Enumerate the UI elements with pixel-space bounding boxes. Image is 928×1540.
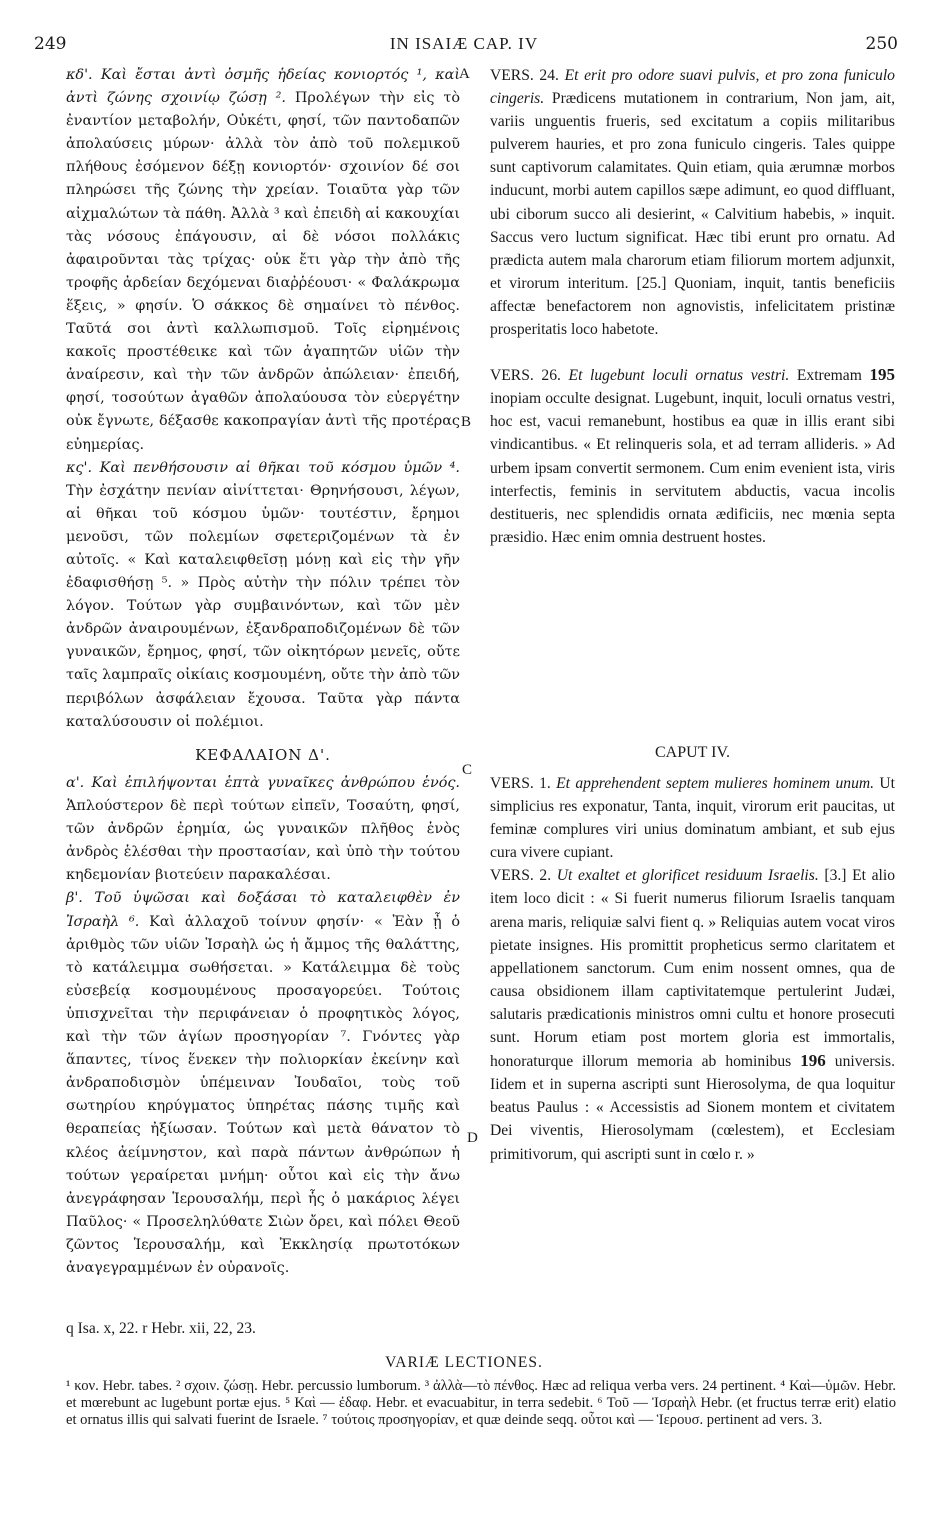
greek-lemma-2: β'. Τοῦ ὑψῶσαι καὶ δοξάσαι τὸ καταλειφθὲν ἐν Ἰσραὴλ ⁶. bbox=[66, 890, 460, 930]
latin-lemma-2: Ut exaltet et glorificet residuum Israelis. bbox=[556, 867, 819, 885]
latin-paragraph-24 bbox=[490, 64, 895, 341]
latin-paragraph-1 bbox=[490, 772, 895, 864]
page-number-right: 250 bbox=[865, 34, 898, 54]
greek-commentary-1: Ἁπλούστερον δὲ περὶ τούτων εἰπεῖν, Τοσαύτη, φησί, τῶν ἀνδρῶν ἐρημία, ὡς γυναικῶν πλῆθος ἑνὸς ἀνδρὸς ἑλέσθαι τὴν προστασίαν, καὶ ὑπὸ τὴν τούτου κηδεμονίαν βιοτεύειν παρακαλέσαι. bbox=[66, 798, 460, 884]
latin-commentary-1: Ut simplicius res exponatur, Tanta, inquit, virorum erit paucitas, ut feminæ complures viri unius dominatum ambiant, et sub ejus cura vivere cupiant. bbox=[490, 775, 895, 862]
variae-lectiones-title: VARIÆ LECTIONES. bbox=[385, 1354, 543, 1371]
variae-lectiones-text: ¹ κον. Hebr. tabes. ² σχοιν. ζώσῃ. Hebr. percussio lumborum. ³ ἀλλὰ—τὸ πένθος. Hæc ad reliqua verba vers. 24 pertinent. ⁴ Καὶ—ὑμῶν. Hebr. et mœrebunt ac lugebunt portæ ejus. ⁵ Καὶ — ἐδαφ. Hebr. et evacuabitur, in terra sedebit. ⁶ Τοῦ — Ἰσραὴλ Hebr. (et fructus terræ erit) elatio et ornatus illis qui salvati fuerint de Israele. ⁷ τούτοις προσηγορίαν, et quæ deinde seqq. οὗτοι καὶ — Ἱερουσ. pertinent ad vers. 3. bbox=[66, 1378, 896, 1429]
margin-letter-c: C bbox=[462, 762, 473, 778]
greek-paragraph-24 bbox=[66, 64, 460, 457]
latin-verse-label-1: VERS. 1. bbox=[490, 775, 551, 792]
page-header bbox=[0, 34, 928, 56]
latin-paragraph-26 bbox=[490, 363, 895, 549]
latin-lemma-24: Et erit pro odore suavi pulvis, et pro zona funiculo cingeris. bbox=[490, 67, 895, 108]
latin-verse-label-24: VERS. 24. bbox=[490, 67, 559, 84]
running-title: IN ISAIÆ CAP. IV bbox=[389, 34, 539, 53]
latin-section-title: CAPUT IV. bbox=[655, 744, 730, 761]
page-number-left: 249 bbox=[34, 34, 67, 54]
latin-column-bottom bbox=[490, 772, 895, 1166]
greek-paragraph-1 bbox=[66, 772, 460, 887]
greek-commentary-26: Τὴν ἐσχάτην πενίαν αἰνίττεται· Θρηνήσουσι, λέγων, αἱ θῆκαι τοῦ κόσμου ὑμῶν· τουτέστιν, ἔρημοι μενοῦσι, τῶν πολεμίων σφετεριζομένων τὰ ἐν αὐτοῖς. « Καὶ καταλειφθεῖσῃ μόνῃ καὶ εἰς τὴν γῆν ἐδαφισθήσῃ ⁵. » Πρὸς αὐτὴν τὴν πόλιν τρέπει τὸν λόγον. Τούτων γὰρ συμβαινόντων, καὶ τῶν μὲν ἀνδρῶν ἀναιρουμένων, ἐξανδραποδιζομένων δὲ τῶν γυναικῶν, ἔρημος, φησί, τῶν οἰκητόρων μενεῖς, οὔτε ταῖς λαμπραῖς οἰκίαις κοσμουμένη, οὔτε τὴν ἀπὸ τῶν περιβόλων ἀσφάλειαν ἔχουσα. Ταῦτα γὰρ πάντα καταλύσουσιν οἱ πολέμιοι. bbox=[66, 482, 460, 730]
scripture-footnotes: q Isa. x, 22. r Hebr. xii, 22, 23. bbox=[66, 1320, 256, 1337]
greek-commentary-2: Καὶ ἀλλαχοῦ τοίνυν φησίν· « Ἐὰν ᾖ ὁ ἀριθμὸς τῶν υἱῶν Ἰσραὴλ ὡς ἡ ἄμμος τῆς θαλάττης, τὸ κατάλειμμα σωθήσεται. » Κατάλειμμα δὲ τοὺς εὐσεβείᾳ κοσμουμένους προσαγορεύει. Τούτοις ὑπισχνεῖται τὴν περιφάνειαν ὁ προφητικὸς λόγος, καὶ τὴν τῶν ἁγίων προσηγορίαν ⁷. Γνόντες γὰρ ἅπαντες, τίνος ἕνεκεν τὴν πολιορκίαν ἐκείνην καὶ ἀνδραποδισμὸν ὑπέμειναν Ἰουδαῖοι, τοὺς τοῦ σωτηρίου κηρύγματος ὑπηρέτας πάσης τιμῆς καὶ θεραπείας ἠξίωσαν. Τούτων καὶ μετὰ θάνατον τὸ κλέος ἀείμνηστον, καὶ παρὰ πάντων ἀνθρώπων ἡ τούτων γεραίρεται μνήμη· οὗτοι καὶ εἰς τὴν ἄνω ἀνεγράφησαν Ἱερουσαλήμ, περὶ ἧς ὁ μακάριος λέγει Παῦλος· « Προσεληλύθατε Σιὼν ὄρει, καὶ πόλει Θεοῦ ζῶντος Ἱερουσαλήμ, καὶ Ἐκκλησίᾳ πρωτοτόκων ἀναγεγραμμένων ἐν οὐρανοῖς. bbox=[66, 913, 460, 1276]
latin-commentary-2a: [3.] Et alio item loco dicit : « Si fuerit numerus filiorum Israelis tanquam arena maris, reliquiæ salvi fient q. » Reliquias autem vocat viros pietate insignes. His promittit propheticus sermo claritatem et appellationem sanctorum. Cum enim nossent omnes, qua de causa obsidionem illam captivitatemque pertulerint Judæi, salutaris prædicationis ministros omni cultu et honore prosecuti sunt. Horum etiam post mortem gloria est immortalis, honoraturque illorum memoria ab hominibus bbox=[490, 867, 895, 1071]
latin-commentary-26a: Extremam bbox=[796, 367, 862, 385]
greek-column-top bbox=[66, 64, 460, 734]
latin-commentary-26b: inopiam occulte designat. Lugebunt, inquit, loculi ornatus vestri, hoc est, vacui remanebunt, hostibus ea quæ in illis erant sibi vindicantibus. « Et relinqueris sola, et ad terram allideris. » Ad urbem ipsam convertit sermonem. Cum enim evenient ista, viris interfectis, feminis in servitutem abductis, vacua incolis destitueris, nec splendidis ornata ædificiis, nec mœnia septa præsidio. Hæc enim omnia destruent hostes. bbox=[490, 390, 895, 546]
greek-column-bottom bbox=[66, 772, 460, 1280]
latin-lemma-26: Et lugebunt loculi ornatus vestri. bbox=[568, 367, 790, 385]
greek-paragraph-2 bbox=[66, 887, 460, 1280]
latin-paragraph-2 bbox=[490, 864, 895, 1165]
column-number-196: 196 bbox=[800, 1051, 826, 1071]
latin-column-top bbox=[490, 64, 895, 549]
greek-paragraph-26 bbox=[66, 457, 460, 734]
latin-verse-label-2: VERS. 2. bbox=[490, 867, 552, 885]
greek-commentary-24: Προλέγων τὴν εἰς τὸ ἐναντίον μεταβολήν, Οὐκέτι, φησί, τῶν παντοδαπῶν ἀπολαύσεις μύρων· ἀλλὰ τὸν ἀπὸ τοῦ πολεμικοῦ πλήθους ἐσόμενον δέξῃ κονιορτόν· σχοινίον δέ σοι πληρώσει τῆς ζώνης τὴν χρείαν. Τοιαῦτα γὰρ τῶν αἰχμαλώτων τὰ πάθη. Ἀλλὰ ³ καὶ ἐπειδὴ αἱ κακουχίαι τὰς νόσους ἐπάγουσιν, αἱ δὲ νόσοι πολλάκις ἀφαιροῦνται τὰς τρίχας· οὐκ ἔτι γὰρ τὴν ἀπὸ τῆς τροφῆς ἀρδείαν δεχόμεναι διαῤῥέουσι· « Φαλάκρωμα ἕξεις, » φησίν. Ὁ σάκκος δὲ σημαίνει τὸ πένθος. Ταῦτά σοι ἀντὶ καλλωπισμοῦ. Τοῖς εἰρημένοις κακοῖς προστέθεικε καὶ τῶν ἀγαπητῶν υἱῶν τὴν ἀναίρεσιν, καὶ τὴν τῶν ἀνδρῶν ἀπώλειαν· ἐπειδή, φησί, τοσούτων ἀγαθῶν ἀπολαύουσα τὸν εὐεργέτην οὐκ ἔγνωτε, δέξασθε κακοπραγίαν ἀντὶ τῆς προτέρας εὐημερίας. bbox=[66, 90, 460, 453]
greek-lemma-26: κς'. Καὶ πενθήσουσιν αἱ θῆκαι τοῦ κόσμου ὑμῶν ⁴. bbox=[66, 459, 460, 476]
latin-verse-label-26: VERS. 26. bbox=[490, 367, 561, 385]
margin-letter-d: D bbox=[467, 1130, 478, 1146]
column-number-195: 195 bbox=[869, 365, 895, 385]
latin-commentary-2b: universis. Iidem et in superna ascripti sunt Hierosolyma, de qua loquitur beatus Paulus : « Accessistis ad Sionem montem et civitatem Dei viventis, Hierosolymam (cœlestem), et Ecclesiam primitivorum, qui ascripti sunt in cœlo r. » bbox=[490, 1053, 895, 1163]
greek-lemma-24: κδ'. Καὶ ἔσται ἀντὶ ὀσμῆς ἡδείας κονιορτός ¹, καὶ ἀντὶ ζώνης σχοινίῳ ζώσῃ ². bbox=[66, 67, 460, 107]
margin-letter-a: A bbox=[459, 66, 470, 82]
greek-section-title: ΚΕΦΑΛΑΙΟΝ Δ'. bbox=[195, 746, 331, 764]
margin-letter-b: B bbox=[461, 414, 472, 430]
latin-commentary-24: Prædicens mutationem in contrarium, Non jam, ait, variis unguentis frueris, sed excitatum a copiis militaribus pulverem hauries, et pro zona funiculo cingeris. Tales quippe sunt captivorum calamitates. Quin etiam, quia ærumnæ morbos inducunt, morbi autem capillos sæpe adimunt, eo quod diffluant, ubi ciborum succo ali desierint, « Calvitium habebis, » inquit. Saccus vero luctum significat. Hæc tibi erunt pro ornatu. Ad prædicta autem mala charorum etiam filiorum mortem adjunxit, et virorum interitum. [25.] Quoniam, inquit, tantis beneficiis affectæ benefactorem non agnovistis, infelicitatem pristinæ prosperitatis loco habetote. bbox=[490, 90, 895, 339]
greek-lemma-1: α'. Καὶ ἐπιλήψονται ἑπτὰ γυναῖκες ἀνθρώπου ἑνός. bbox=[66, 775, 460, 791]
latin-lemma-1: Et apprehendent septem mulieres hominem unum. bbox=[556, 775, 875, 792]
